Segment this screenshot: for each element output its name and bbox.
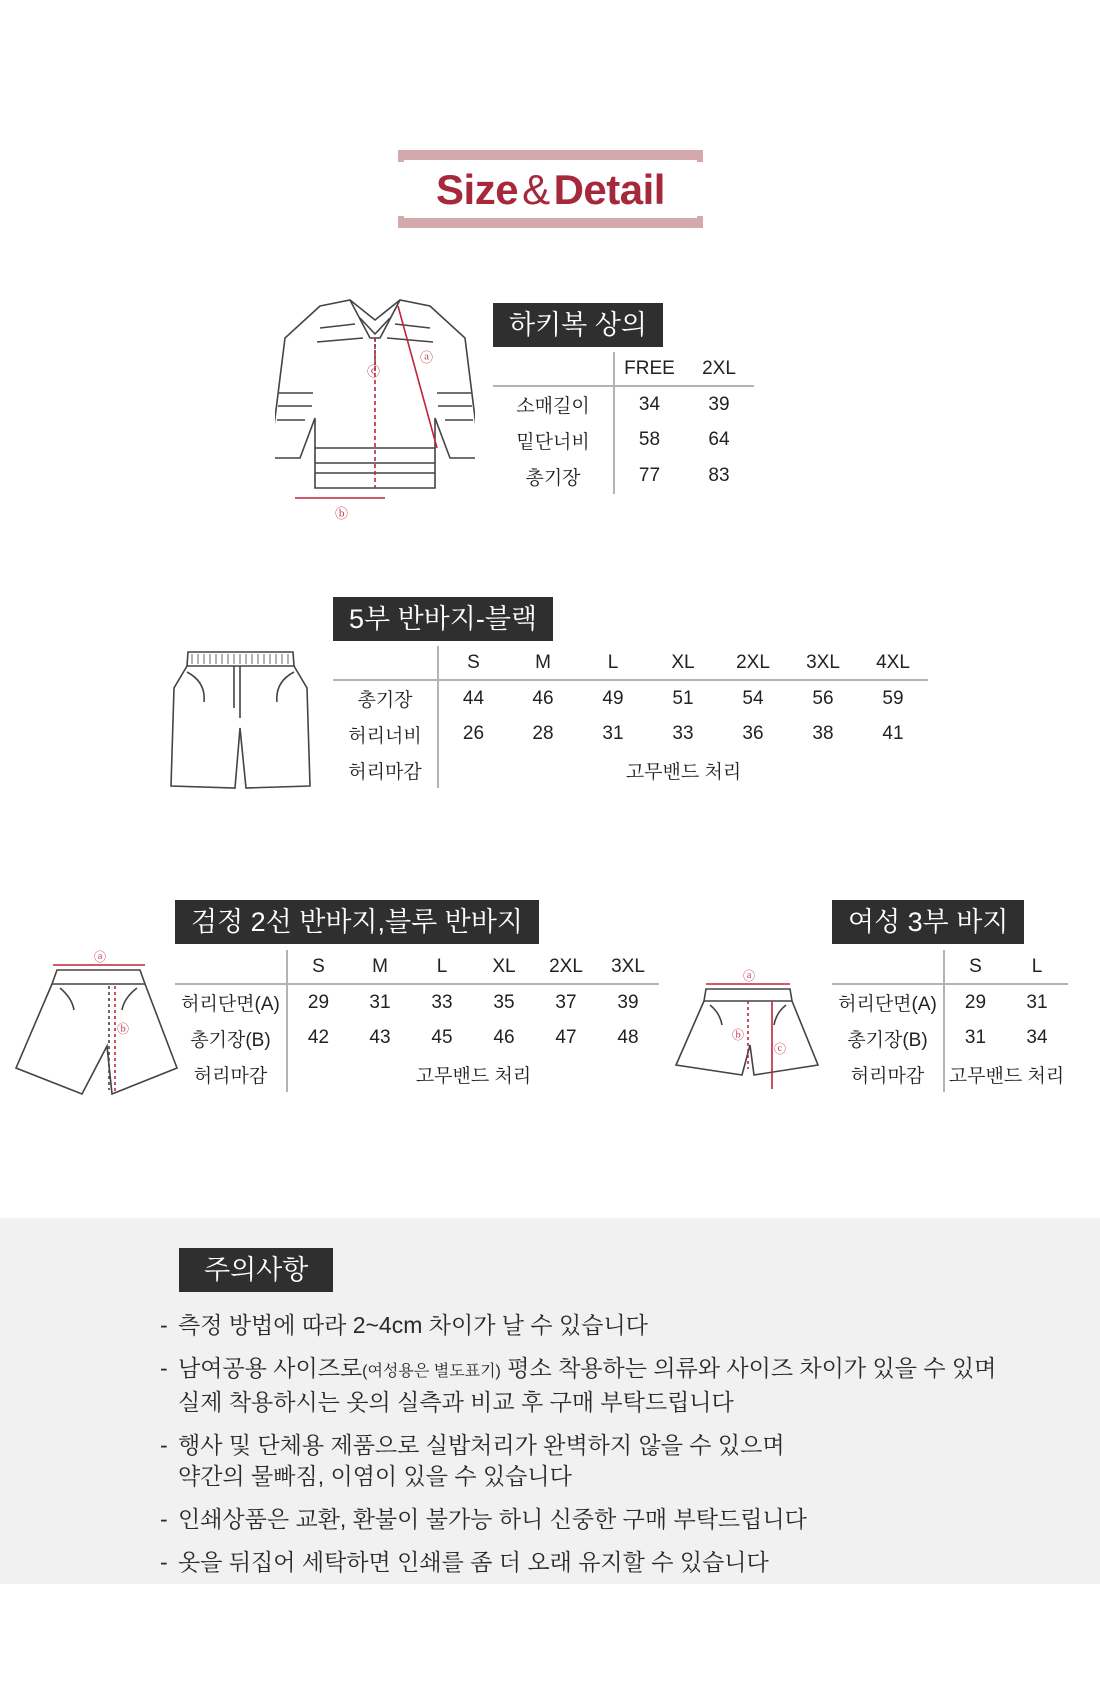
table-cell: 64 <box>708 429 730 450</box>
header-row <box>832 950 1068 984</box>
table-cell: 39 <box>708 393 730 415</box>
table-cell: 48 <box>617 1027 639 1048</box>
table-row <box>493 422 754 458</box>
hockey-top-label: 하키복 상의 <box>493 303 663 347</box>
table-row <box>333 680 928 716</box>
row-header: 허리마감 <box>832 1056 944 1092</box>
measure-mark-b: ⓑ <box>335 507 349 522</box>
table-cell: 34 <box>1026 1027 1048 1048</box>
women-shorts-label: 여성 3부 바지 <box>832 900 1024 944</box>
table-cell: 44 <box>462 687 485 709</box>
table-cell: 51 <box>672 687 694 709</box>
table-header <box>175 950 659 984</box>
row-header: 밑단너비 <box>493 422 614 458</box>
notice-item <box>160 1504 996 1535</box>
table-cell: 31 <box>1026 991 1048 1013</box>
table-cell: 49 <box>602 687 624 709</box>
header-row <box>333 646 928 680</box>
notice-dash: - <box>160 1506 168 1532</box>
notice-item <box>160 1547 996 1578</box>
table-cell: 33 <box>672 723 694 744</box>
hockey-top-size-table <box>493 352 754 494</box>
table-cell: 28 <box>532 723 554 744</box>
table-cell: 46 <box>532 687 554 709</box>
table-cell: 31 <box>369 991 391 1013</box>
table-row <box>175 1056 659 1092</box>
measure-mark-a: ⓐ <box>743 969 756 983</box>
size-column-header: S <box>312 955 325 977</box>
title-top-bar <box>398 150 703 160</box>
size-column-header: 4XL <box>876 651 910 673</box>
table-cell: 29 <box>964 991 987 1013</box>
notice-dash: - <box>160 1549 168 1575</box>
size-column-header: L <box>607 651 619 673</box>
notice-section <box>0 1218 1100 1584</box>
header-row <box>175 950 659 984</box>
notice-dash: - <box>160 1355 168 1381</box>
size-column-header: 2XL <box>549 955 583 977</box>
black-shorts-label: 5부 반바지-블랙 <box>333 597 553 641</box>
size-column-header: L <box>436 955 448 977</box>
table-cell: 31 <box>964 1027 987 1048</box>
table-cell: 36 <box>742 723 764 744</box>
row-header: 소매길이 <box>493 386 614 422</box>
table-cell: 39 <box>617 991 639 1013</box>
table-cell: 41 <box>882 723 904 744</box>
measure-mark-a: ⓐ <box>94 950 107 964</box>
table-row <box>175 1020 659 1056</box>
measure-mark-c: ⓒ <box>774 1042 787 1056</box>
header-corner <box>333 646 438 680</box>
table-row <box>493 458 754 494</box>
row-header: 총기장 <box>333 680 438 716</box>
table-body <box>832 984 1068 1092</box>
table-row <box>175 984 659 1020</box>
table-body <box>175 984 659 1092</box>
table-cell: 42 <box>307 1027 330 1048</box>
row-header: 허리단면(A) <box>832 984 944 1020</box>
size-column-header: M <box>535 651 551 673</box>
hockey-jersey-illustration <box>275 298 475 524</box>
notice-text-line2: 실제 착용하시는 옷의 실측과 비교 후 구매 부탁드립니다 <box>178 1389 734 1415</box>
table-cell: 38 <box>812 723 834 744</box>
waist-finish-cell: 고무밴드 처리 <box>625 761 742 783</box>
title-bottom-bar <box>398 218 703 228</box>
notice-label: 주의사항 <box>179 1248 333 1292</box>
size-column-header: 2XL <box>736 651 770 673</box>
women-shorts-illustration <box>672 965 822 1095</box>
notice-text: 측정 방법에 따라 2~4cm 차이가 날 수 있습니다 <box>178 1312 648 1338</box>
header-corner <box>175 950 287 984</box>
notice-dash: - <box>160 1312 168 1338</box>
size-column-header: 3XL <box>806 651 840 673</box>
size-column-header: S <box>467 651 480 673</box>
row-header: 허리너비 <box>333 716 438 752</box>
size-column-header: FREE <box>624 357 675 379</box>
measure-mark-b: ⓑ <box>117 1022 130 1036</box>
notice-dash: - <box>160 1432 168 1458</box>
table-cell: 33 <box>431 991 453 1013</box>
table-cell: 58 <box>638 429 661 450</box>
table-cell: 26 <box>462 723 485 744</box>
title-ampersand: & <box>522 166 550 213</box>
table-row <box>333 752 928 788</box>
table-header <box>493 352 754 386</box>
table-cell: 29 <box>307 991 330 1013</box>
size-column-header: 3XL <box>611 955 645 977</box>
notice-text: 옷을 뒤집어 세탁하면 인쇄를 좀 더 오래 유지할 수 있습니다 <box>178 1549 769 1575</box>
table-cell: 31 <box>602 723 624 744</box>
size-column-header: S <box>969 955 982 977</box>
table-cell: 59 <box>882 687 904 709</box>
table-cell: 47 <box>555 1027 577 1048</box>
women-shorts-size-table <box>832 950 1068 1092</box>
table-cell: 43 <box>369 1027 391 1048</box>
table-cell: 45 <box>431 1027 453 1048</box>
measure-mark-b: ⓑ <box>732 1028 745 1042</box>
header-row <box>493 352 754 386</box>
header-corner <box>832 950 944 984</box>
notice-text: 평소 착용하는 의류와 사이즈 차이가 있을 수 있며 <box>500 1355 997 1381</box>
row-header: 허리마감 <box>175 1056 287 1092</box>
row-header: 허리단면(A) <box>175 984 287 1020</box>
row-header: 총기장 <box>493 458 614 494</box>
table-body <box>493 386 754 494</box>
table-cell: 46 <box>493 1027 515 1048</box>
table-header <box>333 646 928 680</box>
table-row <box>832 1056 1068 1092</box>
size-column-header: M <box>372 955 388 977</box>
notice-text-line2: 약간의 물빠짐, 이염이 있을 수 있습니다 <box>178 1463 572 1489</box>
two-line-shorts-illustration <box>12 948 182 1098</box>
waist-finish-cell: 고무밴드 처리 <box>415 1065 532 1087</box>
table-cell: 34 <box>638 393 661 415</box>
notice-small-note: (여성용은 별도표기) <box>362 1363 501 1380</box>
table-row <box>832 1020 1068 1056</box>
notice-item <box>160 1430 996 1492</box>
table-row <box>832 984 1068 1020</box>
notice-text: 행사 및 단체용 제품으로 실밥처리가 완벽하지 않을 수 있으며 <box>178 1432 785 1458</box>
table-cell: 83 <box>708 465 730 486</box>
waist-finish-cell: 고무밴드 처리 <box>948 1065 1065 1087</box>
row-header: 총기장(B) <box>175 1020 287 1056</box>
page-title <box>398 166 703 214</box>
notice-text: 인쇄상품은 교환, 환불이 불가능 하니 신중한 구매 부탁드립니다 <box>178 1506 807 1532</box>
table-body <box>333 680 928 788</box>
table-cell: 37 <box>555 991 577 1013</box>
black-shorts-illustration <box>168 648 313 793</box>
table-row <box>493 386 754 422</box>
table-cell: 54 <box>742 687 764 709</box>
notice-text: 남여공용 사이즈로 <box>178 1355 363 1381</box>
table-row <box>333 716 928 752</box>
measure-mark-c: ⓒ <box>367 365 381 380</box>
size-detail-title-badge <box>398 150 703 228</box>
size-column-header: XL <box>671 651 695 673</box>
size-column-header: 2XL <box>702 357 736 379</box>
size-column-header: L <box>1031 955 1043 977</box>
two-line-shorts-size-table <box>175 950 659 1092</box>
two-line-shorts-label: 검정 2선 반바지,블루 반바지 <box>175 900 539 944</box>
title-word-detail: Detail <box>553 166 665 213</box>
title-word-size: Size <box>436 166 519 213</box>
measure-mark-a: ⓐ <box>420 351 434 366</box>
table-cell: 56 <box>812 687 834 709</box>
notice-list <box>160 1310 996 1590</box>
notice-item <box>160 1353 996 1418</box>
row-header: 총기장(B) <box>832 1020 944 1056</box>
table-cell: 35 <box>493 991 515 1013</box>
header-corner <box>493 352 614 386</box>
table-cell: 77 <box>638 465 661 486</box>
row-header: 허리마감 <box>333 752 438 788</box>
table-header <box>832 950 1068 984</box>
notice-item <box>160 1310 996 1341</box>
black-shorts-size-table <box>333 646 928 788</box>
size-column-header: XL <box>492 955 516 977</box>
